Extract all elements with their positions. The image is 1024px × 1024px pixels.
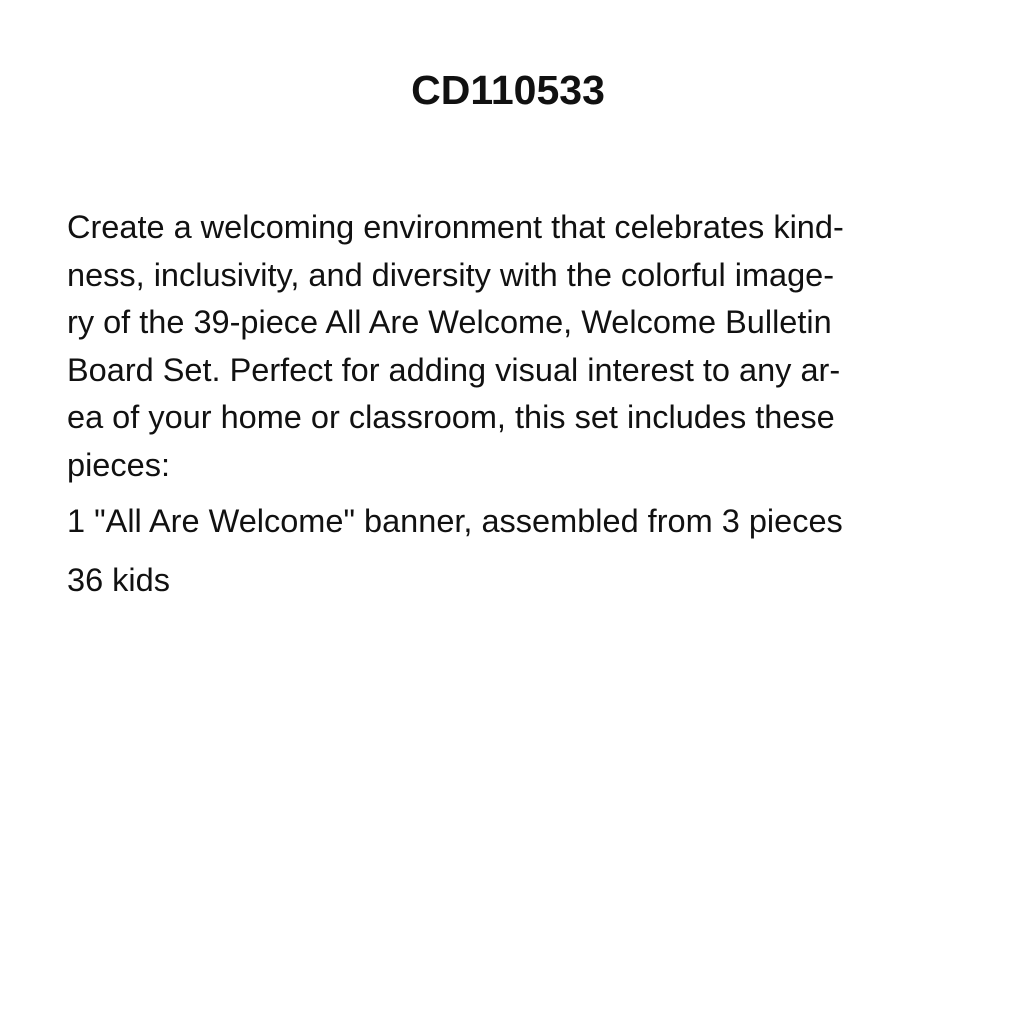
description-line: ry of the 39-piece All Are Welcome, Welcome Bulletin — [67, 304, 832, 340]
included-pieces-list — [67, 498, 967, 615]
product-description — [67, 204, 967, 489]
list-item-banner: 1 "All Are Welcome" banner, assembled from 3 pieces — [67, 503, 843, 539]
description-line: pieces: — [67, 446, 170, 483]
description-line: ea of your home or classroom, this set includes these — [67, 399, 835, 435]
list-item-kids: 36 kids — [67, 561, 170, 598]
description-line: Board Set. Perfect for adding visual interest to any ar- — [67, 351, 841, 388]
description-line: ness, inclusivity, and diversity with the colorful image- — [67, 256, 835, 293]
product-code-title: CD110533 — [411, 67, 605, 113]
description-line: Create a welcoming environment that celebrates kind- — [67, 209, 844, 245]
